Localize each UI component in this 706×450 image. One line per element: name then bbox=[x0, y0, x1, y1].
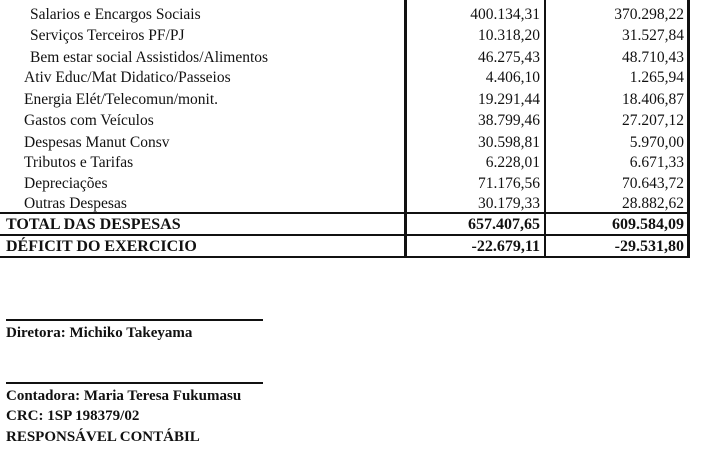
table-row bbox=[0, 111, 690, 130]
row-value-1: 10.318,20 bbox=[478, 27, 540, 44]
row-label: Bem estar social Assistidos/Alimentos bbox=[30, 49, 269, 66]
deficit-value-1: -22.679,11 bbox=[471, 238, 540, 255]
row-value-2: 18.406,87 bbox=[622, 91, 684, 108]
total-value-2: 609.584,09 bbox=[612, 216, 684, 233]
table-row bbox=[0, 5, 690, 24]
row-value-1: 4.406,10 bbox=[485, 69, 540, 86]
director-signature: Diretora: Michiko Takeyama bbox=[6, 325, 193, 341]
row-label: Energia Elét/Telecomun/monit. bbox=[24, 91, 219, 108]
row-value-2: 48.710,43 bbox=[622, 49, 684, 66]
row-label: Serviços Terceiros PF/PJ bbox=[30, 27, 185, 44]
row-value-2: 28.882,62 bbox=[622, 195, 684, 212]
row-value-1: 30.598,81 bbox=[478, 134, 540, 151]
row-label: Ativ Educ/Mat Didatico/Passeios bbox=[24, 69, 231, 86]
row-value-1: 30.179,33 bbox=[478, 195, 540, 212]
accountant-crc: CRC: 1SP 198379/02 bbox=[6, 408, 140, 424]
row-value-1: 46.275,43 bbox=[478, 49, 540, 66]
row-label: Gastos com Veículos bbox=[24, 112, 154, 129]
row-value-1: 38.799,46 bbox=[478, 112, 540, 129]
row-value-1: 19.291,44 bbox=[478, 91, 540, 108]
table-row bbox=[0, 48, 690, 67]
row-value-2: 6.671,33 bbox=[629, 154, 684, 171]
row-value-2: 31.527,84 bbox=[622, 27, 684, 44]
deficit-label: DÉFICIT DO EXERCICIO bbox=[6, 238, 197, 255]
row-label: Tributos e Tarifas bbox=[24, 154, 134, 171]
accountant-signature: Contadora: Maria Teresa Fukumasu bbox=[6, 388, 242, 404]
row-value-2: 5.970,00 bbox=[629, 134, 684, 151]
row-label: Salarios e Encargos Sociais bbox=[30, 6, 201, 23]
row-value-2: 1.265,94 bbox=[629, 69, 684, 86]
row-label: Outras Despesas bbox=[24, 195, 127, 212]
row-value-1: 400.134,31 bbox=[470, 6, 540, 23]
table-row bbox=[0, 194, 690, 213]
accountant-role: RESPONSÁVEL CONTÁBIL bbox=[6, 429, 200, 445]
table-row bbox=[0, 153, 690, 172]
row-label: Depreciações bbox=[24, 175, 108, 192]
table-row bbox=[0, 133, 690, 152]
table-row bbox=[0, 26, 690, 45]
row-value-2: 70.643,72 bbox=[622, 175, 684, 192]
row-value-2: 370.298,22 bbox=[614, 6, 684, 23]
deficit-value-2: -29.531,80 bbox=[614, 238, 684, 255]
total-value-1: 657.407,65 bbox=[468, 216, 540, 233]
director-signature-line bbox=[6, 319, 263, 321]
accountant-signature-line bbox=[6, 382, 263, 384]
total-bottom-border bbox=[0, 234, 690, 236]
row-value-1: 71.176,56 bbox=[478, 175, 540, 192]
total-label: TOTAL DAS DESPESAS bbox=[6, 216, 181, 233]
row-value-2: 27.207,12 bbox=[622, 112, 684, 129]
row-value-1: 6.228,01 bbox=[485, 154, 540, 171]
table-row bbox=[0, 68, 690, 87]
row-label: Despesas Manut Consv bbox=[24, 134, 170, 151]
table-bottom-border bbox=[0, 256, 690, 258]
table-row bbox=[0, 90, 690, 109]
table-row bbox=[0, 174, 690, 193]
